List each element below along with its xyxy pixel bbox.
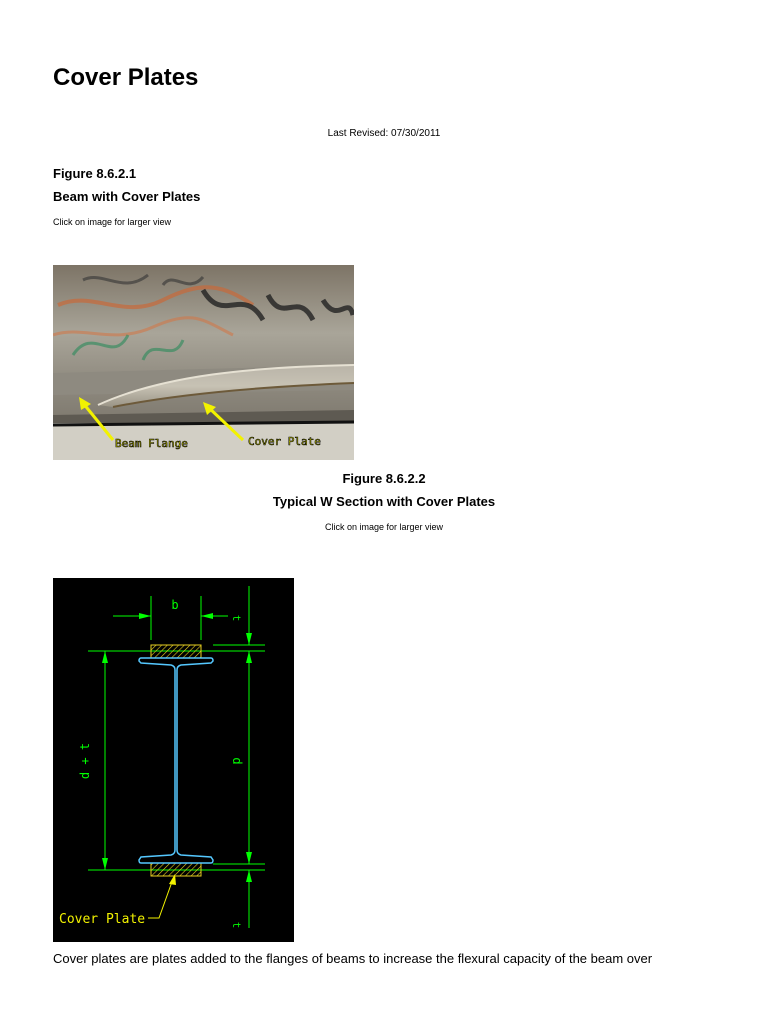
last-revised: Last Revised: 07/30/2011 xyxy=(327,128,441,139)
dim-t-top-label: t xyxy=(230,614,243,622)
beam-photo-graphic xyxy=(53,265,354,460)
dim-b-label: b xyxy=(171,598,179,612)
w-section-diagram-image[interactable] xyxy=(53,578,294,942)
photo-cover-plate-label: Cover Plate xyxy=(248,435,321,448)
w-section-drawing xyxy=(53,578,294,942)
figure2-hint: Click on image for larger view xyxy=(324,522,444,532)
dim-d-plus-t-label: d + t xyxy=(78,742,92,780)
figure1-hint: Click on image for larger view xyxy=(53,217,172,227)
figure2-number: Figure 8.6.2.2 xyxy=(342,471,426,486)
dim-d-label: d xyxy=(230,757,244,765)
figure1-number: Figure 8.6.2.1 xyxy=(53,166,137,181)
beam-photo-image[interactable] xyxy=(53,265,354,460)
body-paragraph: Cover plates are plates added to the flanges of beams to increase the flexural capacity of the beam over xyxy=(53,951,653,966)
figure1-caption: Beam with Cover Plates xyxy=(53,189,201,204)
beam-flange-label: Beam Flange xyxy=(115,437,188,450)
cover-plate-label: Cover Plate xyxy=(59,912,146,927)
figure2-caption: Typical W Section with Cover Plates xyxy=(272,494,496,509)
page-title: Cover Plates xyxy=(53,64,199,91)
dim-t-bottom-label: t xyxy=(230,921,243,929)
